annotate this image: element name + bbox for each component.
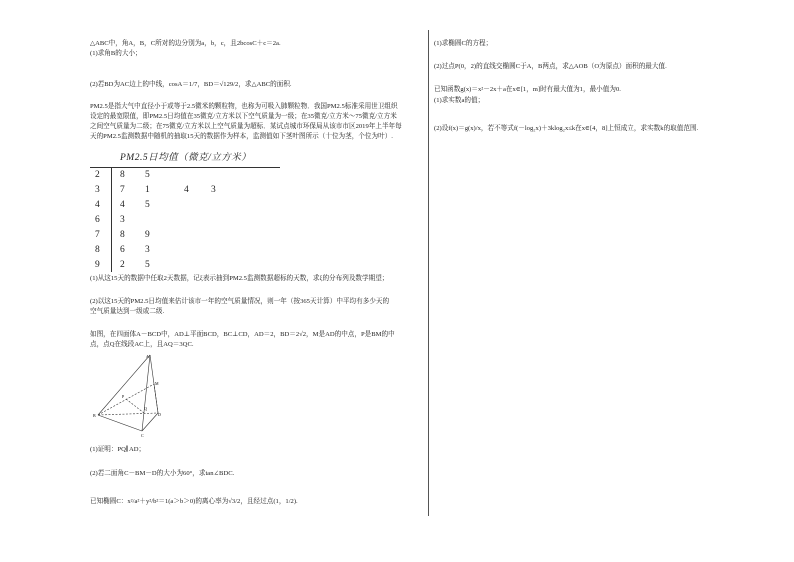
stem-leaf-row	[90, 183, 280, 198]
label-b: B	[93, 413, 96, 418]
stem-value: 9	[95, 260, 100, 270]
left-line-12: 点，点Q在线段AC上，且AQ＝3QC.	[90, 341, 194, 348]
right-line-4: (1)求实数a的值；	[434, 97, 485, 104]
label-q: Q	[144, 406, 147, 411]
stem-leaf-row	[90, 228, 280, 243]
leaf-value: 6	[120, 245, 125, 255]
stem-value: 3	[95, 185, 100, 195]
column-divider	[428, 30, 429, 516]
left-line-15: 已知椭圆C：x²/a²＋y²/b²＝1(a＞b＞0)的离心率为√3/2，且经过点(1，1/2).	[90, 498, 298, 505]
stem-value: 7	[95, 230, 100, 240]
left-line-11: 如图，在四面体A－BCD中，AD⊥平面BCD，BC⊥CD，AD＝2，BD＝2√2，M是AD的中点，P是BM的中	[90, 331, 395, 338]
left-line-8: (1)从这15天的数据中任取2天数据，记ξ表示抽到PM2.5监测数据超标的天数，求ξ的分布列及数学期望；	[90, 275, 389, 282]
label-p: P	[122, 394, 125, 399]
label-c: C	[141, 433, 144, 438]
label-m: M	[155, 381, 159, 386]
left-line-2: (1)求角B的大小；	[90, 50, 142, 57]
leaf-value: 5	[145, 200, 150, 210]
stem-leaf-row	[90, 243, 280, 258]
stem-value: 4	[95, 200, 100, 210]
right-line-1: (1)求椭圆C的方程；	[434, 40, 493, 47]
leaf-value: 7	[120, 185, 125, 195]
leaf-value: 5	[145, 170, 150, 180]
leaf-value: 9	[145, 230, 150, 240]
stem-leaf-title: PM2.5日均值（微克/立方米）	[120, 153, 252, 163]
right-line-3: 已知函数g(x)＝x²－2x＋a在x∈[1，m]时有最大值为1，最小值为0.	[434, 86, 621, 93]
left-line-6: 之间空气质量为二级；在75微克/立方米以上空气质量为超标．某试点城市环保局从该市市区2019年上半年每	[90, 123, 402, 130]
label-a: A	[146, 354, 149, 359]
left-line-7: 天的PM2.5监测数据中随机的抽取15天的数据作为样本，监测值如下茎叶图所示（十位为茎，个位为叶）.	[90, 133, 393, 140]
left-line-3: (2)若BD为AC边上的中线，cosA＝1/7，BD＝√129/2，求△ABC的面积.	[90, 81, 292, 88]
leaf-value: 3	[120, 215, 125, 225]
stem-leaf-row	[90, 258, 280, 273]
right-line-2: (2)过点P(0，2)的直线交椭圆C于A，B两点，求△AOB（O为原点）面积的最大值.	[434, 63, 667, 70]
leaf-value: 3	[211, 185, 216, 195]
left-line-14: (2)若二面角C－BM－D的大小为60°，求tan∠BDC.	[90, 470, 235, 477]
stem-value: 6	[95, 215, 100, 225]
left-line-4: PM2.5是指大气中直径小于或等于2.5微米的颗粒物，也称为可吸入肺颗粒物．我国PM2.5标准采用世卫组织	[90, 103, 398, 110]
stem-leaf-row	[90, 168, 280, 183]
stem-leaf-row	[90, 198, 280, 213]
stem-value: 2	[95, 170, 100, 180]
leaf-value: 4	[184, 185, 189, 195]
stem-value: 8	[95, 245, 100, 255]
stem-leaf-row	[90, 213, 280, 228]
leaf-value: 2	[120, 260, 125, 270]
stem-leaf-plot	[90, 154, 290, 272]
left-line-1: △ABC中，角A，B，C所对的边分别为a，b，c，且2bcosC＋c＝2a.	[90, 40, 281, 47]
left-line-5: 设定的最宽限值，即PM2.5日均值在35微克/立方米以下空气质量为一级；在35微克/立方米～75微克/立方米	[90, 113, 397, 120]
left-line-10: 空气质量达到一级或二级.	[90, 308, 165, 315]
left-line-13: (1)证明：PQ∥AD；	[90, 446, 146, 453]
right-line-5: (2)设f(x)＝g(x)/x，若不等式f(－log₂x)＋3klog₂x≤k在x∈[4，8]上恒成立，求实数k的取值范围.	[434, 125, 699, 132]
leaf-value: 8	[120, 170, 125, 180]
label-d: D	[158, 412, 161, 417]
left-line-9: (2)以这15天的PM2.5日均值来估计该市一年的空气质量情况，则一年（按365天计算）中平均有多少天的	[90, 298, 390, 305]
tetrahedron-figure	[92, 353, 162, 438]
leaf-value: 1	[145, 185, 150, 195]
leaf-value: 3	[145, 245, 150, 255]
leaf-value: 5	[145, 260, 150, 270]
leaf-value: 4	[120, 200, 125, 210]
leaf-value: 8	[120, 230, 125, 240]
